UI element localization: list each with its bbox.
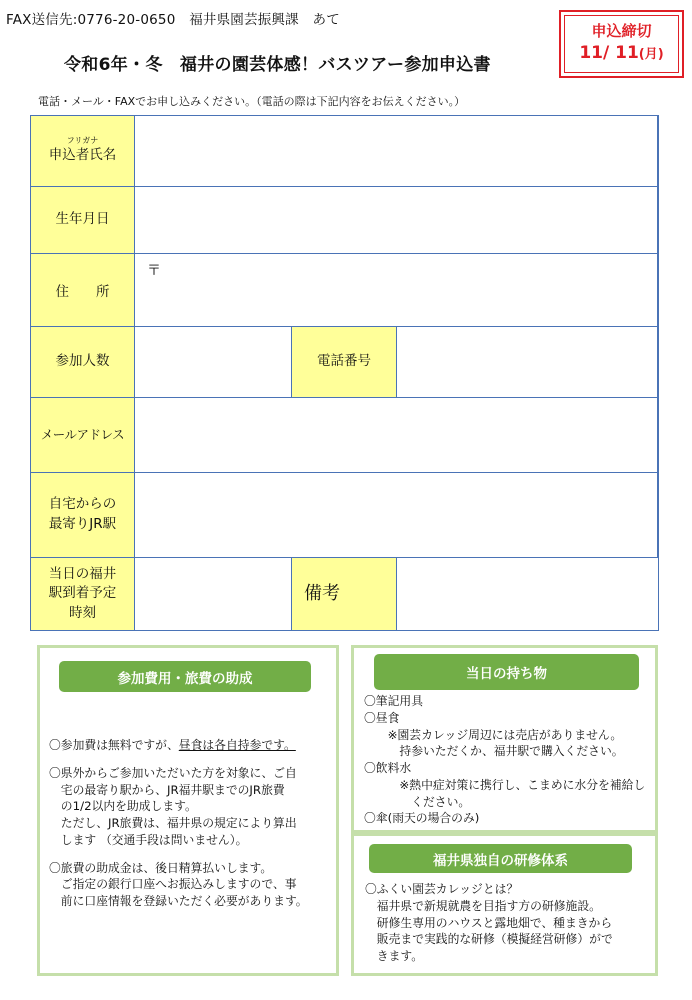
training-line-5: きます。	[365, 949, 424, 963]
birthdate-label	[31, 187, 135, 254]
training-info-box	[351, 833, 658, 976]
address-label-text: 住 所	[55, 284, 110, 301]
nearest-station-label-line2: 最寄りJR駅	[48, 516, 117, 532]
instruction-text: 電話・メール・FAXでお申し込みください。（電話の際は下記内容をお伝えください。）	[38, 95, 466, 108]
name-field[interactable]	[135, 116, 658, 187]
application-form	[30, 115, 659, 631]
belongings-body	[364, 693, 645, 827]
arrival-time-label-line2: 駅到着予定	[48, 585, 117, 602]
belongings-item-3-note-1: ※熱中症対策に携行し、こまめに水分を補給し	[364, 777, 646, 792]
belongings-info-box	[351, 645, 658, 833]
phone-field[interactable]	[397, 327, 658, 398]
birthdate-field[interactable]	[135, 187, 658, 254]
nearest-station-field[interactable]	[135, 473, 658, 558]
fees-item-2-line-3: の1/2以内を助成します。	[49, 799, 197, 814]
participants-label-text: 参加人数	[55, 353, 110, 370]
nearest-station-label-line1: 自宅からの	[48, 496, 117, 513]
email-field[interactable]	[135, 398, 658, 473]
belongings-item-2-note-1: ※園芸カレッジ周辺には売店がありません。	[364, 727, 623, 742]
arrival-time-label-line1: 当日の福井	[48, 565, 117, 582]
remarks-label	[292, 558, 397, 630]
fees-item-2-line-4: ただし、JR旅費は、福井県の規定により算出	[49, 816, 297, 830]
belongings-header: 当日の持ち物	[374, 654, 639, 690]
deadline-badge	[559, 10, 684, 78]
deadline-title: 申込締切	[591, 22, 652, 40]
training-line-2: 福井県で新規就農を目指す方の研修施設。	[365, 898, 601, 913]
fees-item-1	[49, 737, 308, 754]
arrival-time-label	[31, 558, 135, 630]
fees-item-1-text: 〇参加費は無料ですが、	[49, 738, 179, 752]
belongings-item-1: 〇筆記用具	[364, 694, 423, 708]
nearest-station-label	[31, 473, 135, 558]
training-body	[365, 881, 613, 965]
fees-item-2-line-5: します （交通手段は問いません）。	[49, 832, 248, 847]
name-furigana-label: フリガナ	[66, 135, 99, 145]
fees-item-2-line-2: 宅の最寄り駅から、JR福井駅までのJR旅費	[49, 782, 285, 797]
training-line-4: 販売まで実践的な研修（模擬経営研修）がで	[365, 932, 613, 947]
arrival-time-label-line3: 時刻	[69, 604, 96, 621]
deadline-date: 11/ 11	[579, 43, 639, 63]
fees-info-box	[37, 645, 339, 976]
name-label-text: 申込者氏名	[48, 146, 117, 163]
belongings-item-2-note-2: 持参いただくか、福井駅で購入ください。	[364, 744, 624, 759]
address-label	[31, 254, 135, 327]
participants-field[interactable]	[135, 327, 292, 398]
fees-item-3-line-3: 前に口座情報を登録いただく必要があります。	[49, 894, 308, 908]
remarks-field[interactable]	[397, 558, 658, 630]
fees-body	[49, 737, 308, 910]
fees-item-2-line-1: 〇県外からご参加いただいた方を対象に、ご自	[49, 765, 297, 780]
fees-item-3-line-2: ご指定の銀行口座へお振込みしますので、事	[49, 877, 297, 892]
phone-label-text: 電話番号	[317, 353, 371, 370]
belongings-item-2: 〇昼食	[364, 710, 400, 725]
deadline-badge-inner	[564, 15, 679, 73]
birthdate-label-text: 生年月日	[55, 211, 110, 228]
postal-mark: 〒	[147, 263, 161, 279]
belongings-item-3-note-2: ください。	[364, 794, 471, 809]
training-line-3: 研修生専用のハウスと露地畑で、種まきから	[365, 915, 613, 930]
fees-header: 参加費用・旅費の助成	[59, 661, 311, 692]
belongings-item-4: 〇傘(雨天の場合のみ)	[364, 811, 480, 826]
participants-label	[31, 327, 135, 398]
page-title: 令和6年・冬 福井の園芸体感！バスツアー参加申込書	[64, 55, 491, 75]
deadline-date-line	[565, 43, 678, 63]
belongings-item-3: 〇飲料水	[364, 761, 412, 775]
training-header: 福井県独自の研修体系	[369, 844, 632, 873]
email-label	[31, 398, 135, 473]
address-field[interactable]	[135, 254, 658, 327]
training-line-1: 〇ふくい園芸カレッジとは？	[365, 882, 519, 896]
email-label-text: メールアドレス	[40, 426, 125, 442]
fees-item-1-emphasis: 昼食は各自持参です。	[178, 738, 296, 752]
arrival-time-field[interactable]	[135, 558, 292, 630]
deadline-weekday: (月)	[638, 47, 664, 62]
fees-item-3-line-1: 〇旅費の助成金は、後日精算払いします。	[49, 860, 273, 875]
phone-label	[292, 327, 397, 398]
fax-destination: FAX送信先:0776-20-0650 福井県園芸振興課 あて	[6, 12, 340, 28]
name-label	[31, 116, 135, 187]
remarks-label-text: 備考	[304, 582, 340, 604]
